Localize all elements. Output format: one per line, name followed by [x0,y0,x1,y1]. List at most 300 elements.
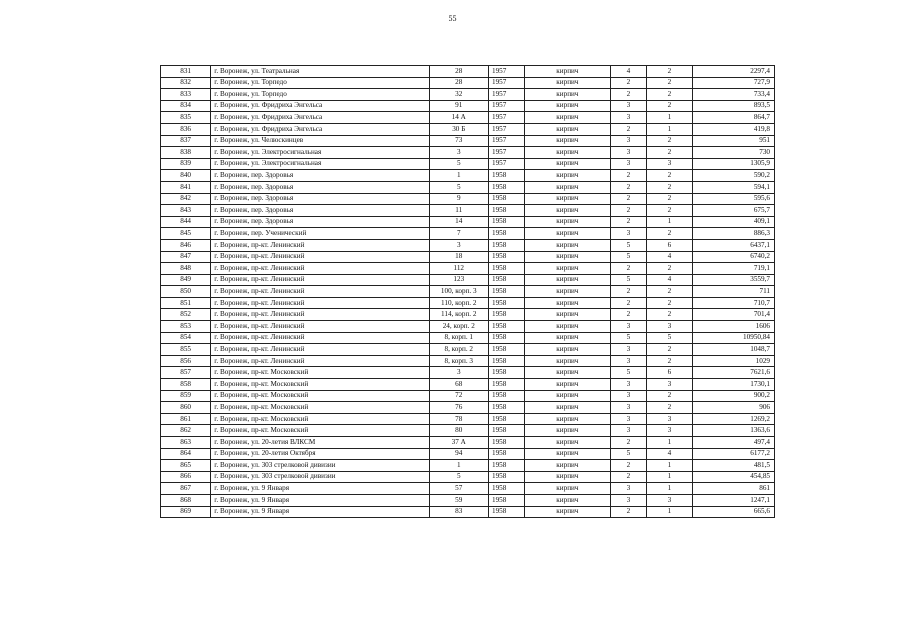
area-cell: 594,1 [692,181,774,193]
entrances-cell: 1 [646,123,692,135]
row-number-cell: 850 [161,286,211,298]
house-number-cell: 72 [429,390,488,402]
area-cell: 6437,1 [692,239,774,251]
floors-cell: 2 [610,181,646,193]
floors-cell: 3 [610,355,646,367]
floors-cell: 2 [610,193,646,205]
wall-material-cell: кирпич [524,355,610,367]
row-number-cell: 842 [161,193,211,205]
year-built-cell: 1958 [488,193,524,205]
house-number-cell: 78 [429,413,488,425]
area-cell: 409,1 [692,216,774,228]
row-number-cell: 836 [161,123,211,135]
house-number-cell: 8, корп. 1 [429,332,488,344]
wall-material-cell: кирпич [524,100,610,112]
table-row [161,413,775,425]
year-built-cell: 1958 [488,390,524,402]
floors-cell: 3 [610,402,646,414]
floors-cell: 2 [610,89,646,101]
entrances-cell: 4 [646,448,692,460]
house-number-cell: 114, корп. 2 [429,309,488,321]
house-number-cell: 14 [429,216,488,228]
table-row [161,77,775,89]
row-number-cell: 857 [161,367,211,379]
floors-cell: 5 [610,448,646,460]
table-row [161,471,775,483]
row-number-cell: 846 [161,239,211,251]
row-number-cell: 858 [161,379,211,391]
house-number-cell: 80 [429,425,488,437]
table-row [161,355,775,367]
floors-cell: 3 [610,147,646,159]
entrances-cell: 2 [646,77,692,89]
floors-cell: 5 [610,274,646,286]
address-cell: г. Воронеж, ул. Фридриха Энгельса [211,112,429,124]
address-cell: г. Воронеж, пер. Здоровья [211,181,429,193]
wall-material-cell: кирпич [524,181,610,193]
row-number-cell: 863 [161,437,211,449]
house-number-cell: 37 А [429,437,488,449]
address-cell: г. Воронеж, ул. 303 стрелковой дивизии [211,471,429,483]
year-built-cell: 1958 [488,309,524,321]
entrances-cell: 2 [646,263,692,275]
table-row [161,344,775,356]
entrances-cell: 1 [646,437,692,449]
house-number-cell: 57 [429,483,488,495]
wall-material-cell: кирпич [524,77,610,89]
entrances-cell: 2 [646,344,692,356]
house-number-cell: 30 Б [429,123,488,135]
table-row [161,263,775,275]
area-cell: 675,7 [692,205,774,217]
housing-registry-table [160,65,775,518]
address-cell: г. Воронеж, пер. Здоровья [211,216,429,228]
table-row [161,112,775,124]
wall-material-cell: кирпич [524,448,610,460]
year-built-cell: 1958 [488,216,524,228]
year-built-cell: 1958 [488,425,524,437]
area-cell: 2297,4 [692,66,774,78]
address-cell: г. Воронеж, пр-кт. Московский [211,367,429,379]
table-row [161,228,775,240]
house-number-cell: 1 [429,170,488,182]
house-number-cell: 18 [429,251,488,263]
area-cell: 710,7 [692,297,774,309]
house-number-cell: 28 [429,66,488,78]
floors-cell: 3 [610,483,646,495]
floors-cell: 5 [610,239,646,251]
address-cell: г. Воронеж, пер. Здоровья [211,170,429,182]
address-cell: г. Воронеж, пер. Здоровья [211,193,429,205]
row-number-cell: 867 [161,483,211,495]
row-number-cell: 856 [161,355,211,367]
entrances-cell: 6 [646,239,692,251]
entrances-cell: 1 [646,216,692,228]
address-cell: г. Воронеж, ул. 9 Января [211,506,429,518]
table-row [161,251,775,263]
table-row [161,135,775,147]
year-built-cell: 1958 [488,332,524,344]
floors-cell: 3 [610,413,646,425]
year-built-cell: 1958 [488,286,524,298]
table-row [161,367,775,379]
house-number-cell: 28 [429,77,488,89]
entrances-cell: 2 [646,205,692,217]
wall-material-cell: кирпич [524,460,610,472]
house-number-cell: 5 [429,181,488,193]
entrances-cell: 2 [646,228,692,240]
entrances-cell: 3 [646,321,692,333]
floors-cell: 3 [610,379,646,391]
year-built-cell: 1957 [488,100,524,112]
row-number-cell: 832 [161,77,211,89]
address-cell: г. Воронеж, ул. 9 Января [211,494,429,506]
row-number-cell: 868 [161,494,211,506]
year-built-cell: 1957 [488,77,524,89]
row-number-cell: 869 [161,506,211,518]
area-cell: 733,4 [692,89,774,101]
wall-material-cell: кирпич [524,205,610,217]
address-cell: г. Воронеж, пр-кт. Ленинский [211,251,429,263]
year-built-cell: 1958 [488,321,524,333]
year-built-cell: 1957 [488,158,524,170]
house-number-cell: 8, корп. 2 [429,344,488,356]
wall-material-cell: кирпич [524,274,610,286]
wall-material-cell: кирпич [524,193,610,205]
floors-cell: 5 [610,332,646,344]
area-cell: 3559,7 [692,274,774,286]
area-cell: 727,9 [692,77,774,89]
entrances-cell: 3 [646,425,692,437]
year-built-cell: 1957 [488,135,524,147]
entrances-cell: 2 [646,297,692,309]
house-number-cell: 9 [429,193,488,205]
year-built-cell: 1957 [488,123,524,135]
address-cell: г. Воронеж, пр-кт. Ленинский [211,297,429,309]
wall-material-cell: кирпич [524,506,610,518]
area-cell: 730 [692,147,774,159]
wall-material-cell: кирпич [524,425,610,437]
year-built-cell: 1958 [488,205,524,217]
table-row [161,460,775,472]
area-cell: 454,85 [692,471,774,483]
house-number-cell: 3 [429,147,488,159]
floors-cell: 3 [610,135,646,147]
entrances-cell: 2 [646,147,692,159]
year-built-cell: 1958 [488,239,524,251]
area-cell: 951 [692,135,774,147]
wall-material-cell: кирпич [524,228,610,240]
table-row [161,66,775,78]
row-number-cell: 835 [161,112,211,124]
floors-cell: 2 [610,123,646,135]
entrances-cell: 2 [646,170,692,182]
row-number-cell: 859 [161,390,211,402]
wall-material-cell: кирпич [524,286,610,298]
row-number-cell: 834 [161,100,211,112]
year-built-cell: 1958 [488,263,524,275]
house-number-cell: 110, корп. 2 [429,297,488,309]
row-number-cell: 860 [161,402,211,414]
house-number-cell: 91 [429,100,488,112]
floors-cell: 3 [610,158,646,170]
address-cell: г. Воронеж, ул. Театральная [211,66,429,78]
entrances-cell: 2 [646,309,692,321]
entrances-cell: 3 [646,158,692,170]
address-cell: г. Воронеж, пр-кт. Московский [211,390,429,402]
floors-cell: 5 [610,251,646,263]
entrances-cell: 4 [646,251,692,263]
year-built-cell: 1958 [488,483,524,495]
wall-material-cell: кирпич [524,263,610,275]
row-number-cell: 862 [161,425,211,437]
floors-cell: 2 [610,471,646,483]
table-row [161,100,775,112]
row-number-cell: 851 [161,297,211,309]
wall-material-cell: кирпич [524,413,610,425]
year-built-cell: 1958 [488,448,524,460]
area-cell: 719,1 [692,263,774,275]
address-cell: г. Воронеж, ул. Челюскинцев [211,135,429,147]
wall-material-cell: кирпич [524,309,610,321]
floors-cell: 3 [610,321,646,333]
area-cell: 906 [692,402,774,414]
year-built-cell: 1958 [488,471,524,483]
floors-cell: 3 [610,100,646,112]
floors-cell: 5 [610,367,646,379]
wall-material-cell: кирпич [524,216,610,228]
row-number-cell: 831 [161,66,211,78]
table-row [161,147,775,159]
table-row [161,437,775,449]
floors-cell: 3 [610,344,646,356]
house-number-cell: 68 [429,379,488,391]
house-number-cell: 14 А [429,112,488,124]
year-built-cell: 1958 [488,170,524,182]
house-number-cell: 83 [429,506,488,518]
house-number-cell: 5 [429,158,488,170]
house-number-cell: 24, корп. 2 [429,321,488,333]
address-cell: г. Воронеж, пр-кт. Ленинский [211,239,429,251]
table-row [161,332,775,344]
wall-material-cell: кирпич [524,437,610,449]
year-built-cell: 1958 [488,379,524,391]
table-row [161,309,775,321]
address-cell: г. Воронеж, ул. 20-летия Октября [211,448,429,460]
year-built-cell: 1958 [488,181,524,193]
wall-material-cell: кирпич [524,321,610,333]
row-number-cell: 839 [161,158,211,170]
wall-material-cell: кирпич [524,471,610,483]
table-row [161,321,775,333]
row-number-cell: 843 [161,205,211,217]
address-cell: г. Воронеж, пр-кт. Ленинский [211,355,429,367]
year-built-cell: 1958 [488,274,524,286]
address-cell: г. Воронеж, пр-кт. Московский [211,425,429,437]
table-row [161,390,775,402]
row-number-cell: 841 [161,181,211,193]
floors-cell: 2 [610,170,646,182]
entrances-cell: 4 [646,274,692,286]
area-cell: 595,6 [692,193,774,205]
area-cell: 861 [692,483,774,495]
year-built-cell: 1958 [488,494,524,506]
area-cell: 6177,2 [692,448,774,460]
floors-cell: 2 [610,506,646,518]
entrances-cell: 1 [646,112,692,124]
table-row [161,286,775,298]
entrances-cell: 3 [646,494,692,506]
address-cell: г. Воронеж, пр-кт. Ленинский [211,263,429,275]
wall-material-cell: кирпич [524,367,610,379]
area-cell: 711 [692,286,774,298]
row-number-cell: 849 [161,274,211,286]
house-number-cell: 11 [429,205,488,217]
wall-material-cell: кирпич [524,379,610,391]
entrances-cell: 2 [646,402,692,414]
house-number-cell: 59 [429,494,488,506]
year-built-cell: 1958 [488,297,524,309]
address-cell: г. Воронеж, ул. Фридриха Энгельса [211,123,429,135]
address-cell: г. Воронеж, пр-кт. Ленинский [211,332,429,344]
table-row [161,297,775,309]
area-cell: 1029 [692,355,774,367]
house-number-cell: 94 [429,448,488,460]
entrances-cell: 5 [646,332,692,344]
area-cell: 1048,7 [692,344,774,356]
table-row [161,205,775,217]
area-cell: 419,8 [692,123,774,135]
wall-material-cell: кирпич [524,297,610,309]
address-cell: г. Воронеж, ул. 9 Января [211,483,429,495]
year-built-cell: 1958 [488,402,524,414]
house-number-cell: 3 [429,239,488,251]
floors-cell: 2 [610,297,646,309]
area-cell: 7621,6 [692,367,774,379]
table-row [161,425,775,437]
table-row [161,193,775,205]
floors-cell: 3 [610,425,646,437]
entrances-cell: 3 [646,413,692,425]
year-built-cell: 1958 [488,437,524,449]
table-row [161,239,775,251]
table-row [161,274,775,286]
row-number-cell: 847 [161,251,211,263]
entrances-cell: 2 [646,89,692,101]
wall-material-cell: кирпич [524,66,610,78]
entrances-cell: 1 [646,483,692,495]
entrances-cell: 2 [646,390,692,402]
address-cell: г. Воронеж, пр-кт. Московский [211,413,429,425]
year-built-cell: 1958 [488,460,524,472]
page-number: 55 [448,14,457,23]
entrances-cell: 6 [646,367,692,379]
table-body [161,66,775,518]
row-number-cell: 840 [161,170,211,182]
row-number-cell: 864 [161,448,211,460]
table-row [161,494,775,506]
entrances-cell: 2 [646,181,692,193]
row-number-cell: 838 [161,147,211,159]
entrances-cell: 1 [646,506,692,518]
house-number-cell: 3 [429,367,488,379]
area-cell: 886,3 [692,228,774,240]
area-cell: 1247,1 [692,494,774,506]
area-cell: 701,4 [692,309,774,321]
floors-cell: 3 [610,112,646,124]
entrances-cell: 1 [646,471,692,483]
table-row [161,123,775,135]
year-built-cell: 1958 [488,413,524,425]
row-number-cell: 845 [161,228,211,240]
floors-cell: 2 [610,205,646,217]
year-built-cell: 1957 [488,89,524,101]
address-cell: г. Воронеж, ул. Электросигнальная [211,158,429,170]
table-row [161,216,775,228]
address-cell: г. Воронеж, пр-кт. Ленинский [211,344,429,356]
house-number-cell: 123 [429,274,488,286]
house-number-cell: 8, корп. 3 [429,355,488,367]
entrances-cell: 3 [646,379,692,391]
area-cell: 900,2 [692,390,774,402]
row-number-cell: 866 [161,471,211,483]
floors-cell: 2 [610,460,646,472]
address-cell: г. Воронеж, ул. Фридриха Энгельса [211,100,429,112]
row-number-cell: 865 [161,460,211,472]
area-cell: 6740,2 [692,251,774,263]
floors-cell: 2 [610,77,646,89]
table-row [161,379,775,391]
row-number-cell: 853 [161,321,211,333]
wall-material-cell: кирпич [524,239,610,251]
area-cell: 1606 [692,321,774,333]
area-cell: 893,5 [692,100,774,112]
area-cell: 665,6 [692,506,774,518]
house-number-cell: 73 [429,135,488,147]
address-cell: г. Воронеж, пр-кт. Ленинский [211,321,429,333]
area-cell: 481,5 [692,460,774,472]
year-built-cell: 1957 [488,66,524,78]
year-built-cell: 1957 [488,147,524,159]
address-cell: г. Воронеж, ул. Торпедо [211,77,429,89]
wall-material-cell: кирпич [524,332,610,344]
year-built-cell: 1958 [488,251,524,263]
house-number-cell: 112 [429,263,488,275]
floors-cell: 2 [610,263,646,275]
house-number-cell: 32 [429,89,488,101]
wall-material-cell: кирпич [524,123,610,135]
table-row [161,402,775,414]
entrances-cell: 2 [646,66,692,78]
row-number-cell: 852 [161,309,211,321]
address-cell: г. Воронеж, пер. Здоровья [211,205,429,217]
area-cell: 10950,84 [692,332,774,344]
address-cell: г. Воронеж, пр-кт. Ленинский [211,274,429,286]
table-row [161,89,775,101]
year-built-cell: 1958 [488,355,524,367]
house-number-cell: 7 [429,228,488,240]
entrances-cell: 2 [646,355,692,367]
row-number-cell: 848 [161,263,211,275]
area-cell: 1730,1 [692,379,774,391]
area-cell: 1363,6 [692,425,774,437]
year-built-cell: 1957 [488,112,524,124]
house-number-cell: 1 [429,460,488,472]
area-cell: 1305,9 [692,158,774,170]
floors-cell: 2 [610,216,646,228]
wall-material-cell: кирпич [524,112,610,124]
entrances-cell: 2 [646,193,692,205]
